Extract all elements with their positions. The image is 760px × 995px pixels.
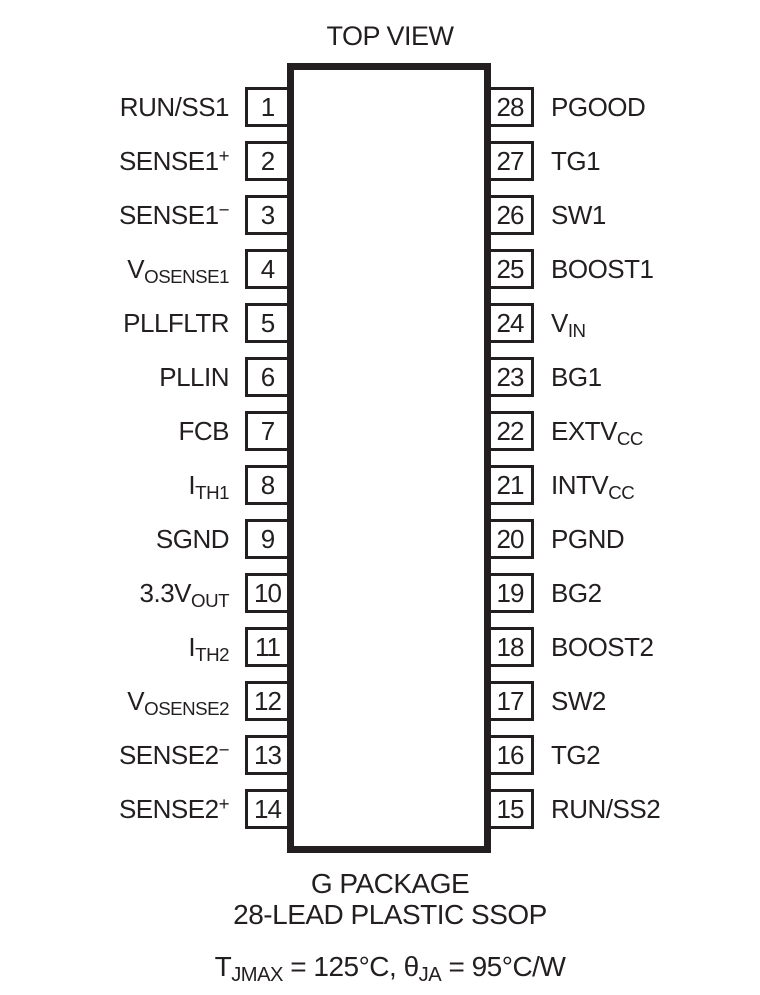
pin-8-number-box: 8 xyxy=(245,465,290,505)
pin-12-number-box: 12 xyxy=(245,681,290,721)
pin-13-number-box: 13 xyxy=(245,735,290,775)
pin-15-label: RUN/SS2 xyxy=(551,794,661,824)
pin-7-number-box: 7 xyxy=(245,411,290,451)
pin-20-label: PGND xyxy=(551,524,625,554)
pin-13-label: SENSE2− xyxy=(118,739,229,770)
pin-18-number-box: 18 xyxy=(486,627,534,667)
pin-15-number-box: 15 xyxy=(486,789,534,829)
package-type: 28-LEAD PLASTIC SSOP xyxy=(233,899,547,930)
pin-16-label: TG2 xyxy=(551,740,601,770)
pin-21-label: $INTV_{CC}$ xyxy=(551,470,635,503)
pin-16-number-box: 16 xyxy=(486,735,534,775)
pin-11-label: $I_{TH2}$ xyxy=(188,632,229,665)
pin-14-number-box: 14 xyxy=(245,789,290,829)
pin-17-label: SW2 xyxy=(551,686,606,716)
pin-28-number-box: 28 xyxy=(486,87,534,127)
pin-20-number-box: 20 xyxy=(486,519,534,559)
package-name: G PACKAGE xyxy=(310,868,470,899)
top-view-label: TOP VIEW xyxy=(326,21,454,51)
pin-26-label: SW1 xyxy=(551,200,606,230)
pin-22-label: $EXTV_{CC}$ xyxy=(551,416,643,449)
pin-24-number-box: 24 xyxy=(486,303,534,343)
pin-14-label: SENSE2+ xyxy=(118,793,229,824)
pin-26-number-box: 26 xyxy=(486,195,534,235)
pin-8-label: $I_{TH1}$ xyxy=(188,470,229,503)
chip-body xyxy=(287,63,491,853)
pin-6-label: PLLIN xyxy=(159,362,229,392)
pin-11-number-box: 11 xyxy=(245,627,290,667)
pin-4-label: $V_{OSENSE1}$ xyxy=(127,254,229,287)
pin-12-label: $V_{OSENSE2}$ xyxy=(127,686,229,719)
pin-7-label: FCB xyxy=(178,416,229,446)
pin-17-number-box: 17 xyxy=(486,681,534,721)
pin-5-number-box: 5 xyxy=(245,303,290,343)
pin-3-label: SENSE1− xyxy=(118,199,229,230)
pin-1-number-box: 1 xyxy=(245,87,290,127)
pin-19-number-box: 19 xyxy=(486,573,534,613)
pin-23-label: BG1 xyxy=(551,362,602,392)
pin-27-label: TG1 xyxy=(551,146,601,176)
pin-1-label: RUN/SS1 xyxy=(119,92,229,122)
pin-6-number-box: 6 xyxy=(245,357,290,397)
pin-22-number-box: 22 xyxy=(486,411,534,451)
thermal-note: $T_{JMAX} = 125^\circ C$, $\theta_{JA} = 95^\circ C/W$ xyxy=(214,951,566,987)
pin-2-number-box: 2 xyxy=(245,141,290,181)
pin-21-number-box: 21 xyxy=(486,465,534,505)
pin-9-number-box: 9 xyxy=(245,519,290,559)
pin-25-label: BOOST1 xyxy=(551,254,654,284)
pin-10-label: $3.3V_{OUT}$ xyxy=(139,578,229,611)
pin-4-number-box: 4 xyxy=(245,249,290,289)
pin-5-label: PLLFLTR xyxy=(123,308,229,338)
pin-19-label: BG2 xyxy=(551,578,602,608)
pin-28-label: PGOOD xyxy=(551,92,646,122)
pin-27-number-box: 27 xyxy=(486,141,534,181)
pin-18-label: BOOST2 xyxy=(551,632,654,662)
pin-3-number-box: 3 xyxy=(245,195,290,235)
pin-9-label: SGND xyxy=(155,524,229,554)
pin-10-number-box: 10 xyxy=(245,573,290,613)
pin-24-label: $V_{IN}$ xyxy=(551,308,586,341)
pin-2-label: SENSE1+ xyxy=(118,145,229,176)
pin-25-number-box: 25 xyxy=(486,249,534,289)
pin-23-number-box: 23 xyxy=(486,357,534,397)
